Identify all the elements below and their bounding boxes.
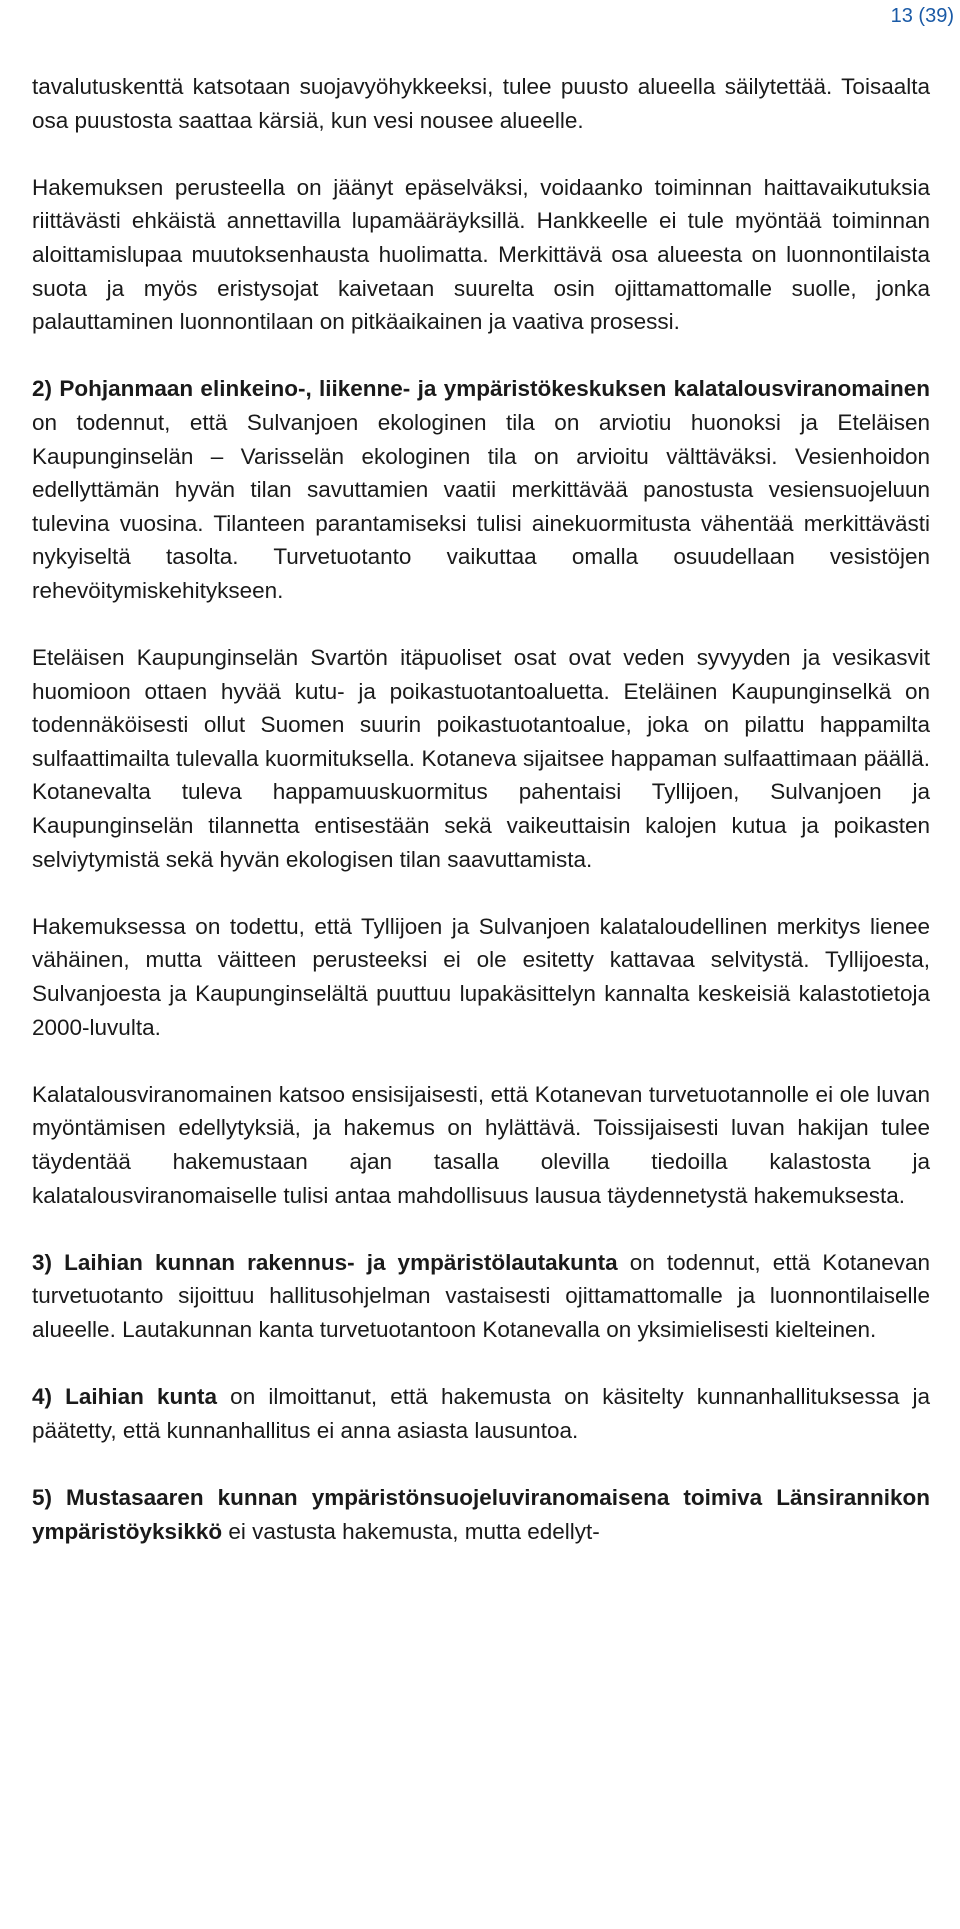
paragraph-8 <box>32 1380 930 1447</box>
statement-party: 2) Pohjanmaan elinkeino-, liikenne- ja ympäristökeskuksen kalatalousviranomainen <box>32 376 930 402</box>
paragraph-4 <box>32 641 930 876</box>
paragraph-text: Hakemuksessa on todettu, että Tyllijoen ja Sulvanjoen kalataloudellinen merkitys lienee vähäinen, mutta väitteen perusteeksi ei ole esitetty kattavaa selvitystä. Tyllijoesta, Sulvanjoesta ja Kaupunginselältä puuttuu lupakäsittelyn kannalta keskeisiä kalastotietoja 2000-luvulta. <box>32 913 930 1040</box>
paragraph-5 <box>32 910 930 1044</box>
paragraph-text: on todennut, että Kotanevan turvetuotanto sijoittuu hallitusohjelman vastaisesti ojittamattomalle ja luonnontilaiselle alueelle. Lautakunnan kanta turvetuotantoon Kotanevalla on yksimielisesti kielteinen. <box>32 1249 930 1342</box>
paragraph-text: on todennut, että Sulvanjoen ekologinen tila on arviotiu huonoksi ja Eteläisen Kaupunginselän – Varisselän ekologinen tila on arvioitu välttäväksi. Vesienhoidon edellyttämän hyvän tilan savuttamien vaatii merkittävää panostusta vesiensuojeluun tulevina vuosina. Tilanteen parantamiseksi tulisi ainekuormitusta vähentää merkittävästi nykyiseltä tasolta. Turvetuotanto vaikuttaa omalla osuudellaan vesistöjen rehevöitymiskehitykseen. <box>32 409 930 603</box>
statement-party: 3) Laihian kunnan rakennus- ja ympäristölautakunta <box>32 1249 618 1275</box>
paragraph-6 <box>32 1078 930 1212</box>
statement-party: 5) Mustasaaren kunnan ympäristönsuojeluviranomaisena toimiva Länsirannikon ympäristöyksikkö <box>32 1484 930 1544</box>
paragraph-text: tavalutuskenttä katsotaan suojavyöhykkeeksi, tulee puusto alueella säilytettää. Toisaalta osa puustosta saattaa kärsiä, kun vesi nousee alueelle. <box>32 74 930 133</box>
paragraph-3 <box>32 372 930 607</box>
paragraph-2 <box>32 171 930 339</box>
document-body <box>32 70 930 1548</box>
paragraph-text: Kalatalousviranomainen katsoo ensisijaisesti, että Kotanevan turvetuotannolle ei ole luvan myöntämisen edellytyksiä, ja hakemus on hylättävä. Toissijaisesti luvan hakijan tulee täydentää hakemustaan ajan tasalla olevilla tiedoilla kalastosta ja kalatalousviranomaiselle tulisi antaa mahdollisuus lausua täydennetystä hakemuksesta. <box>32 1081 930 1208</box>
paragraph-text: on ilmoittanut, että hakemusta on käsitelty kunnanhallituksessa ja päätetty, että kunnanhallitus ei anna asiasta lausuntoa. <box>32 1384 930 1443</box>
paragraph-1 <box>32 70 930 137</box>
page-number: 13 (39) <box>890 5 954 27</box>
paragraph-text: Eteläisen Kaupunginselän Svartön itäpuoliset osat ovat veden syvyyden ja vesikasvit huomioon ottaen hyvää kutu- ja poikastuotantoaluetta. Eteläinen Kaupunginselkä on todennäköisesti ollut Suomen suurin poikastuotantoalue, joka on pilattu happamilta sulfaattimailta tulevalla kuormituksella. Kotaneva sijaitsee happaman sulfaattimaan päällä. Kotanevalta tuleva happamuuskuormitus pahentaisi Tyllijoen, Sulvanjoen ja Kaupunginselän tilannetta entisestään sekä vaikeuttaisin kalojen kutua ja poikasten selviytymistä sekä hyvän ekologisen tilan saavuttamista. <box>32 645 930 872</box>
paragraph-9 <box>32 1481 930 1548</box>
paragraph-7 <box>32 1246 930 1347</box>
paragraph-text: ei vastusta hakemusta, mutta edellyt- <box>222 1518 600 1544</box>
statement-party: 4) Laihian kunta <box>32 1384 218 1410</box>
paragraph-text: Hakemuksen perusteella on jäänyt epäselväksi, voidaanko toiminnan haittavaikutuksia riittävästi ehkäistä annettavilla lupamääräyksillä. Hankkeelle ei tule myöntää toiminnan aloittamislupaa muutoksenhausta huolimatta. Merkittävä osa alueesta on luonnontilaista suota ja myös eristysojat kaivetaan suurelta osin ojittamattomalle suolle, jonka palauttaminen luonnontilaan on pitkäaikainen ja vaativa prosessi. <box>32 174 930 335</box>
